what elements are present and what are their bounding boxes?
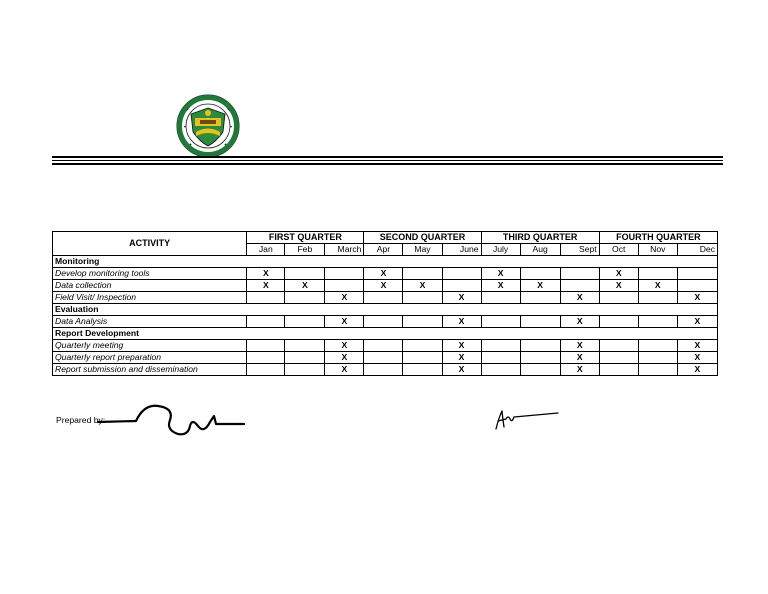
schedule-cell-empty: [285, 364, 325, 376]
schedule-cell-empty: [599, 292, 638, 304]
schedule-cell-empty: [638, 352, 677, 364]
schedule-mark: X: [247, 268, 285, 280]
month-header: June: [442, 244, 481, 256]
activity-name: Data collection: [53, 280, 247, 292]
schedule-mark: X: [442, 292, 481, 304]
section-row: [53, 256, 718, 268]
month-header: Oct: [599, 244, 638, 256]
municipal-seal-logo: [176, 94, 240, 158]
schedule-cell-empty: [247, 352, 285, 364]
schedule-cell-empty: [599, 316, 638, 328]
month-header: Feb: [285, 244, 325, 256]
schedule-cell-empty: [520, 292, 560, 304]
schedule-cell-empty: [520, 268, 560, 280]
month-header: March: [325, 244, 364, 256]
activity-name: Quarterly meeting: [53, 340, 247, 352]
activity-name: Report submission and dissemination: [53, 364, 247, 376]
schedule-cell-empty: [677, 268, 717, 280]
schedule-cell-empty: [599, 352, 638, 364]
schedule-cell-empty: [364, 316, 403, 328]
schedule-cell-empty: [442, 268, 481, 280]
table-row: [53, 340, 718, 352]
table-row: [53, 352, 718, 364]
activity-name: Develop monitoring tools: [53, 268, 247, 280]
schedule-cell-empty: [364, 292, 403, 304]
schedule-cell-empty: [247, 316, 285, 328]
schedule-mark: X: [442, 316, 481, 328]
month-header: Dec: [677, 244, 717, 256]
schedule-mark: X: [560, 364, 599, 376]
schedule-mark: X: [599, 268, 638, 280]
signature-approver: [492, 407, 560, 431]
schedule-cell-empty: [285, 352, 325, 364]
section-title: Report Development: [53, 328, 718, 340]
activity-name: Quarterly report preparation: [53, 352, 247, 364]
schedule-cell-empty: [285, 340, 325, 352]
header-rule-middle: [52, 160, 723, 161]
schedule-cell-empty: [520, 316, 560, 328]
section-title: Evaluation: [53, 304, 718, 316]
table-row: [53, 280, 718, 292]
schedule-mark: X: [442, 340, 481, 352]
schedule-mark: X: [285, 280, 325, 292]
quarter-header: SECOND QUARTER: [364, 232, 481, 244]
section-row: [53, 304, 718, 316]
quarter-header: THIRD QUARTER: [481, 232, 599, 244]
month-header: Apr: [364, 244, 403, 256]
schedule-cell-empty: [247, 340, 285, 352]
month-header: Sept: [560, 244, 599, 256]
schedule-table: [52, 231, 718, 376]
quarter-header: FOURTH QUARTER: [599, 232, 717, 244]
schedule-cell-empty: [285, 292, 325, 304]
schedule-mark: X: [442, 364, 481, 376]
section-row: [53, 328, 718, 340]
schedule-mark: X: [325, 292, 364, 304]
schedule-mark: X: [677, 340, 717, 352]
schedule-cell-empty: [638, 364, 677, 376]
month-header: May: [403, 244, 442, 256]
month-header: Aug: [520, 244, 560, 256]
header-rule-top: [52, 156, 723, 158]
schedule-cell-empty: [325, 268, 364, 280]
schedule-mark: X: [560, 292, 599, 304]
schedule-cell-empty: [481, 292, 520, 304]
schedule-cell-empty: [403, 340, 442, 352]
quarter-header-row: [53, 232, 718, 244]
schedule-cell-empty: [481, 352, 520, 364]
section-title: Monitoring: [53, 256, 718, 268]
schedule-mark: X: [364, 268, 403, 280]
schedule-cell-empty: [638, 292, 677, 304]
schedule-cell-empty: [403, 316, 442, 328]
schedule-cell-empty: [285, 316, 325, 328]
schedule-mark: X: [677, 352, 717, 364]
schedule-mark: X: [481, 268, 520, 280]
schedule-mark: X: [638, 280, 677, 292]
schedule-mark: X: [677, 316, 717, 328]
schedule-cell-empty: [403, 292, 442, 304]
schedule-mark: X: [364, 280, 403, 292]
schedule-cell-empty: [520, 340, 560, 352]
schedule-mark: X: [481, 280, 520, 292]
schedule-mark: X: [325, 352, 364, 364]
schedule-mark: X: [560, 352, 599, 364]
month-header: Jan: [247, 244, 285, 256]
schedule-mark: X: [560, 316, 599, 328]
schedule-mark: X: [677, 364, 717, 376]
schedule-mark: X: [325, 316, 364, 328]
schedule-cell-empty: [364, 364, 403, 376]
table-row: [53, 316, 718, 328]
month-header: Nov: [638, 244, 677, 256]
schedule-cell-empty: [364, 352, 403, 364]
schedule-cell-empty: [403, 364, 442, 376]
schedule-cell-empty: [638, 316, 677, 328]
table-row: [53, 268, 718, 280]
schedule-mark: X: [403, 280, 442, 292]
header-rule-bottom: [52, 163, 723, 165]
schedule-cell-empty: [638, 268, 677, 280]
schedule-cell-empty: [677, 280, 717, 292]
schedule-cell-empty: [325, 280, 364, 292]
activity-header: ACTIVITY: [53, 232, 247, 256]
activity-name: Field Visit/ Inspection: [53, 292, 247, 304]
schedule-cell-empty: [403, 268, 442, 280]
schedule-mark: X: [247, 280, 285, 292]
schedule-cell-empty: [403, 352, 442, 364]
schedule-cell-empty: [638, 340, 677, 352]
quarter-header: FIRST QUARTER: [247, 232, 364, 244]
schedule-mark: X: [325, 340, 364, 352]
schedule-cell-empty: [560, 268, 599, 280]
schedule-cell-empty: [599, 340, 638, 352]
table-row: [53, 292, 718, 304]
schedule-mark: X: [599, 280, 638, 292]
schedule-cell-empty: [285, 268, 325, 280]
schedule-mark: X: [520, 280, 560, 292]
schedule-mark: X: [325, 364, 364, 376]
schedule-cell-empty: [560, 280, 599, 292]
schedule-mark: X: [442, 352, 481, 364]
signature-preparer: [96, 398, 246, 438]
schedule-cell-empty: [481, 340, 520, 352]
schedule-cell-empty: [442, 280, 481, 292]
schedule-cell-empty: [481, 316, 520, 328]
schedule-cell-empty: [247, 364, 285, 376]
schedule-cell-empty: [520, 364, 560, 376]
activity-name: Data Analysis: [53, 316, 247, 328]
schedule-mark: X: [677, 292, 717, 304]
schedule-cell-empty: [520, 352, 560, 364]
prepared-by-label: Prepared by:: [56, 415, 106, 425]
schedule-cell-empty: [364, 340, 403, 352]
month-header: July: [481, 244, 520, 256]
schedule-cell-empty: [247, 292, 285, 304]
schedule-cell-empty: [481, 364, 520, 376]
schedule-cell-empty: [599, 364, 638, 376]
schedule-mark: X: [560, 340, 599, 352]
table-row: [53, 364, 718, 376]
